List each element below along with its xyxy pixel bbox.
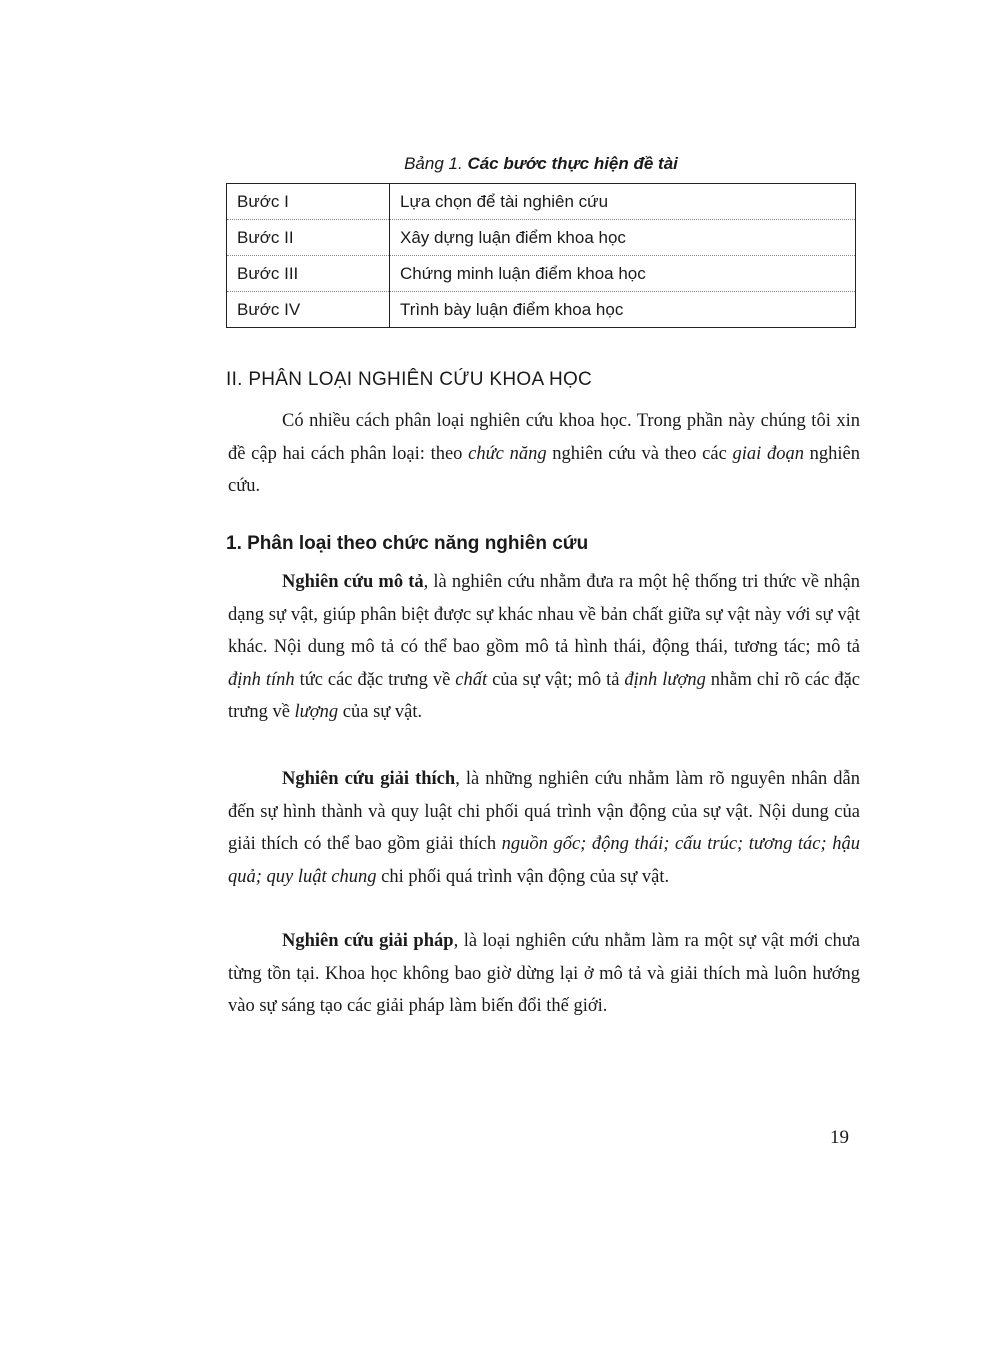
term-solution: Nghiên cứu giải pháp	[282, 931, 454, 951]
page-number: 19	[830, 1127, 849, 1148]
desc-cell: Lựa chọn để tài nghiên cứu	[400, 191, 609, 211]
sol-text-1: , là loại nghiên cứu nhằm làm ra một sự vật mới chưa từng tồn tại. Khoa học không bao giờ dừng lại ở mô tả và giải thích mà luôn hướng vào sự sáng tạo các giải pháp làm biến đổi thế giới.	[228, 931, 861, 1016]
intro-italic-1: chức năng	[468, 443, 547, 464]
table-caption-label: Bảng 1.	[404, 154, 463, 173]
steps-table	[226, 183, 856, 328]
section-heading: II. PHÂN LOẠI NGHIÊN CỨU KHOA HỌC	[226, 369, 593, 390]
intro-text-2: nghiên cứu và theo các	[546, 443, 733, 464]
term-descriptive: Nghiên cứu mô tả	[282, 572, 424, 592]
desc-cell: Chứng minh luận điểm khoa học	[390, 256, 856, 292]
desc-cell: Trình bày luận điểm khoa học	[390, 292, 856, 328]
desc-italic-3: định lượng	[624, 669, 706, 690]
table-row	[227, 220, 856, 256]
desc-text-3: của sự vật; mô tả	[487, 669, 625, 690]
table-row	[227, 292, 856, 328]
expl-text-2: chi phối quá trình vận động của sự vật.	[376, 866, 670, 887]
table-caption	[226, 154, 856, 174]
step-cell: Bước IV	[227, 292, 390, 328]
desc-cell: Xây dựng luận điểm khoa học	[390, 220, 856, 256]
intro-text-1: Có nhiều cách phân loại nghiên cứu khoa học. Trong phần này chúng tôi xin đề cập hai cách phân loại: theo	[228, 411, 860, 464]
intro-paragraph	[228, 405, 860, 503]
solution-research-paragraph	[228, 925, 860, 1023]
descriptive-research-paragraph	[228, 566, 860, 729]
table-row	[227, 184, 856, 220]
desc-text-1: , là nghiên cứu nhằm đưa ra một hệ thống tri thức về nhận dạng sự vật, giúp phân biệt được sự khác nhau về bản chất giữa sự vật này với sự vật khác. Nội dung mô tả có thể bao gồm mô tả hình thái, động thái, tương tác; mô tả	[228, 572, 860, 657]
explanatory-research-paragraph	[228, 763, 860, 893]
table-row	[227, 256, 856, 292]
subsection-heading: 1. Phân loại theo chức năng nghiên cứu	[226, 533, 589, 554]
step-cell: Bước I	[227, 184, 390, 220]
intro-text-3: nghiên cứu.	[228, 443, 860, 496]
step-cell: Bước II	[227, 220, 390, 256]
desc-italic-2: chất	[455, 669, 488, 690]
expl-text-1: , là những nghiên cứu nhằm làm rõ nguyên nhân dẫn đến sự hình thành và quy luật chi phối quá trình vận động của sự vật. Nội dung của giải thích có thể bao gồm giải thích	[228, 769, 860, 854]
desc-text-5: của sự vật.	[338, 702, 423, 722]
intro-italic-2: giai đoạn	[732, 443, 804, 464]
term-explanatory: Nghiên cứu giải thích	[282, 769, 456, 789]
desc-text-4: nhằm chỉ rõ các đặc trưng về	[228, 669, 860, 722]
expl-italic-1: nguồn gốc; động thái; cấu trúc; tương tác; hậu quả; quy luật chung	[228, 834, 860, 887]
desc-italic-1: định tính	[228, 669, 295, 690]
desc-text-2: tức các đặc trưng về	[294, 669, 456, 690]
step-cell: Bước III	[227, 256, 390, 292]
desc-italic-4: lượng	[294, 702, 339, 722]
table-caption-title: Các bước thực hiện đề tài	[467, 154, 678, 173]
